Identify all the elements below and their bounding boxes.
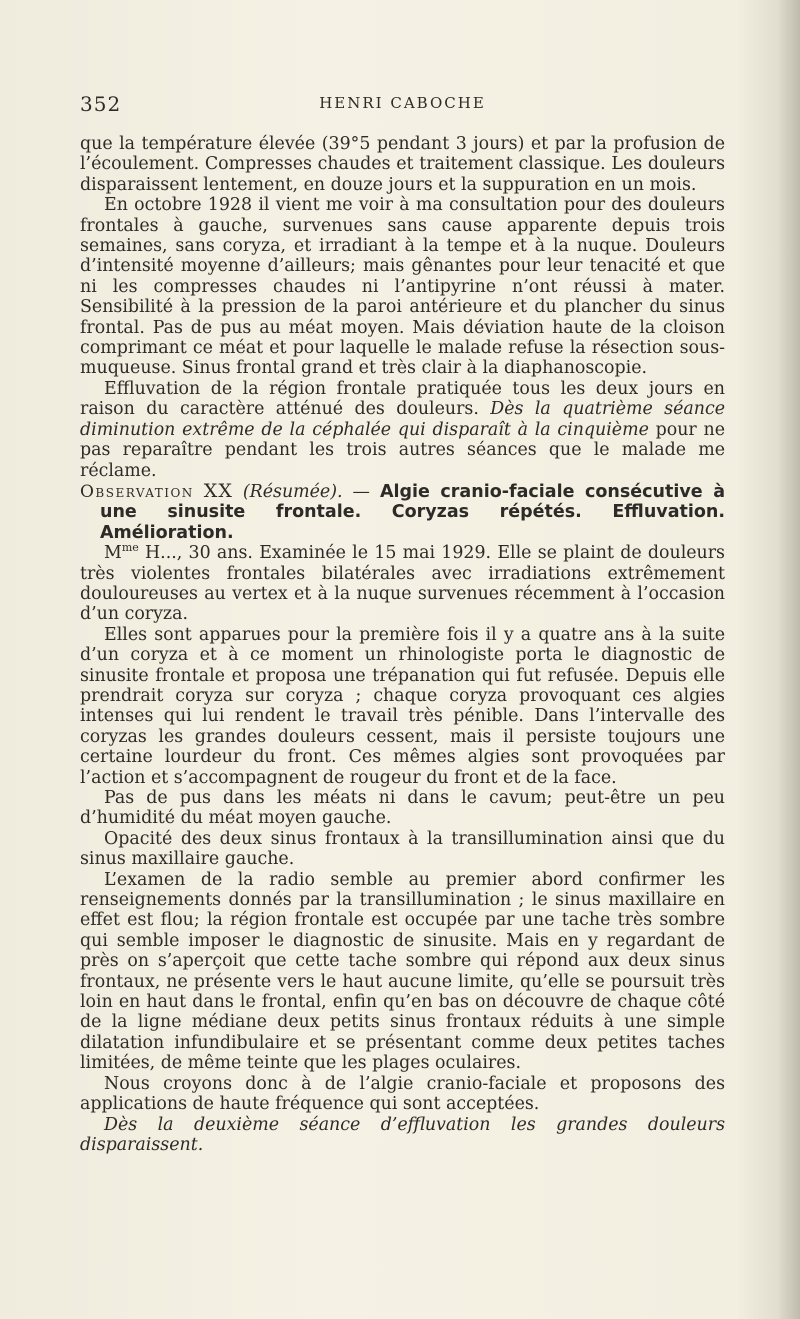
page-number: 352 <box>80 92 122 116</box>
paragraph: Pas de pus dans les méats ni dans le cavum; peut-être un peu d’humidité du méat moyen gauche. <box>80 788 725 829</box>
body-text <box>80 134 725 1155</box>
observation-number: XX <box>203 479 233 502</box>
observation-resume: (Résumée). <box>242 481 343 502</box>
observation-title: Algie cranio-faciale consécutive à une sinusite frontale. Coryzas répétés. Effluvation. Amélioration. <box>100 481 725 543</box>
paragraph-text: H..., 30 ans. Examinée le 15 mai 1929. Elle se plaint de douleurs très violentes frontales bilatérales avec irradiations extrêmement douloureuses au vertex et à la nuque survenues récemment à l’occasion d’un coryza. <box>80 543 725 625</box>
running-head: HENRI CABOCHE <box>319 94 486 112</box>
paragraph: En octobre 1928 il vient me voir à ma consultation pour des douleurs frontales à gauche, survenues sans cause apparente depuis trois semaines, sans coryza, et irradiant à la tempe et à la nuque. Douleurs d’intensité moyenne d’ailleurs; mais gênantes pour leur tenacité et que ni les compresses chaudes ni l’antipyrine n’ont réussi à mater. Sensibilité à la pression de la paroi antérieure et du plancher du sinus frontal. Pas de pus au méat moyen. Mais déviation haute de la cloison comprimant ce méat et pour laquelle le malade refuse la résection sous-muqueuse. Sinus frontal grand et très clair à la diaphanoscopie. <box>80 195 725 379</box>
observation-heading <box>80 481 725 543</box>
page-edge-shadow <box>778 0 800 1319</box>
paragraph-italic: Dès la quatrième séance diminution extrême de la céphalée qui disparaît à la cinquième <box>80 399 725 440</box>
paragraph-text: pour ne pas reparaître pendant les trois autres séances que le malade me réclame. <box>80 419 725 481</box>
final-line <box>80 1115 725 1156</box>
paragraph-text: Effluvation de la région frontale pratiquée tous les deux jours en raison du caractère atténué des douleurs. <box>80 378 725 420</box>
paragraph: que la température élevée (39°5 pendant 3 jours) et par la profusion de l’écoulement. Compresses chaudes et traitement classique. Les douleurs disparaissent lentement, en douze jours et la suppuration en un mois. <box>80 134 725 195</box>
paragraph <box>80 543 725 625</box>
page-header <box>80 92 725 116</box>
paragraph <box>80 379 725 481</box>
paragraph: Nous croyons donc à de l’algie cranio-faciale et proposons des applications de haute fréquence qui sont acceptées. <box>80 1073 725 1115</box>
paragraph: Opacité des deux sinus frontaux à la transillumination ainsi que du sinus maxillaire gauche. <box>80 828 725 870</box>
paragraph: Elles sont apparues pour la première fois il y a quatre ans à la suite d’un coryza et à ce moment un rhinologiste porta le diagnostic de sinusite frontale et proposa une trépanation qui fut refusée. Depuis elle prendrait coryza sur coryza ; chaque coryza provoquant ces algies intenses qui lui rendent le travail très pénible. Dans l’intervalle des coryzas les grandes douleurs cessent, mais il persiste toujours une certaine lourdeur du front. Ces mêmes algies sont provoquées par l’action et s’accompagnent de rougeur du front et de la face. <box>80 624 725 788</box>
patient-prefix: M <box>104 543 122 564</box>
observation-label: Observation <box>80 481 194 502</box>
observation-dash: — <box>342 481 380 502</box>
patient-sup: me <box>121 541 139 555</box>
paragraph: L’examen de la radio semble au premier abord confirmer les renseignements donnés par la transillumination ; le sinus maxillaire en effet est flou; la région frontale est occupée par une tache très sombre qui semble imposer le diagnostic de sinusite. Mais en y regardant de près on s’aperçoit que cette tache sombre qui répond aux deux sinus frontaux, ne présente vers le haut aucune limite, qu’elle se poursuit très loin en haut dans le frontal, enfin qu’en bas on découvre de chaque côté de la ligne médiane deux petits sinus frontaux réduits à une simple dilatation infundibulaire et se présentant comme deux petites taches limitées, de même teinte que les plages oculaires. <box>80 869 725 1074</box>
final-line-italic: Dès la deuxième séance d’effluvation les grandes douleurs disparaissent. <box>80 1114 725 1155</box>
